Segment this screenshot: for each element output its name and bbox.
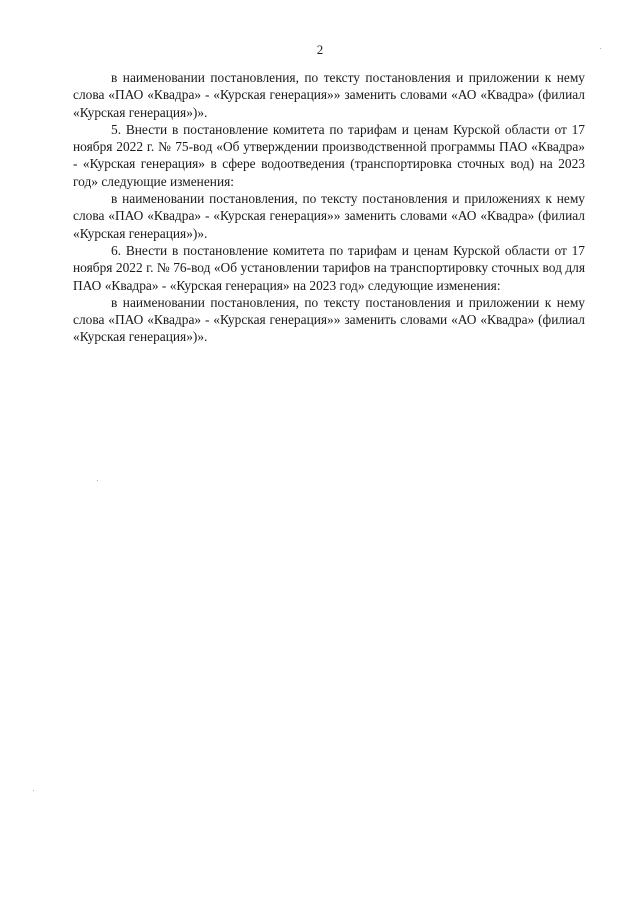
paragraph-item-5: 5. Внести в постановление комитета по тарифам и ценам Курской области от 17 ноября 2022 г. № 75-вод «Об утверждении производственной программы ПАО «Квадра» - «Курская генерация» в сфере водоотведения (транспортировка сточных вод) на 2023 год» следующие изменения: <box>73 121 585 189</box>
paragraph-amendment-2: в наименовании постановления, по тексту постановления и приложениях к нему слова «ПАО «Квадра» - «Курская генерация»» заменить словами «АО «Квадра» (филиал «Курская генерация»)». <box>73 191 585 241</box>
page-number: 2 <box>316 42 324 57</box>
paragraph-amendment-3: в наименовании постановления, по тексту постановления и приложении к нему слова «ПАО «Квадра» - «Курская генерация»» заменить словами «АО «Квадра» (филиал «Курская генерация»)». <box>73 294 585 345</box>
document-body <box>73 69 585 346</box>
paragraph-item-6: 6. Внести в постановление комитета по тарифам и ценам Курской области от 17 ноября 2022 г. № 76-вод «Об установлении тарифов на транспортировку сточных вод для ПАО «Квадра» - «Курская генерация» на 2023 год» следующие изменения: <box>73 242 585 293</box>
scan-speck <box>97 480 98 481</box>
scan-speck <box>33 790 34 791</box>
paragraph-amendment-1: в наименовании постановления, по тексту постановления и приложении к нему слова «ПАО «Квадра» - «Курская генерация»» заменить словами «АО «Квадра» (филиал «Курская генерация»)». <box>73 70 585 120</box>
scan-speck <box>600 48 601 49</box>
